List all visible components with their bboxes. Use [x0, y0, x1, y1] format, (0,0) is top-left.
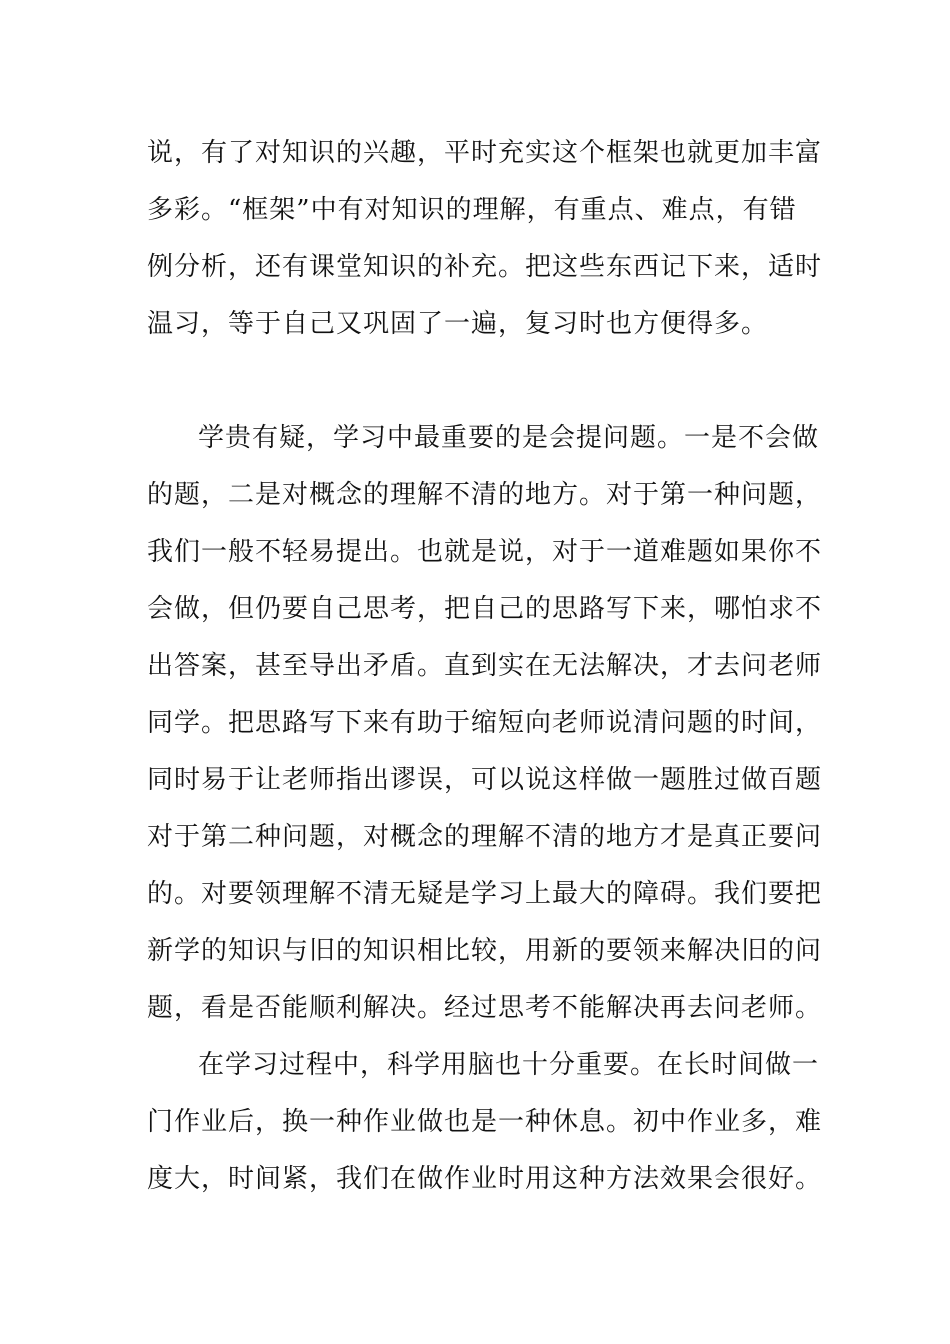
paragraph-3-line-1: 在学习过程中，科学用脑也十分重要。在长时间做一	[198, 1050, 820, 1080]
paragraph-1-line-1: 说，有了对知识的兴趣，平时充实这个框架也就更加丰富	[147, 138, 823, 168]
paragraph-2-line-11: 题，看是否能顺利解决。经过思考不能解决再去问老师。	[147, 993, 823, 1023]
paragraph-2-line-5: 出答案，甚至导出矛盾。直到实在无法解决，才去问老师	[147, 651, 823, 681]
paragraph-1-line-4: 温习，等于自己又巩固了一遍，复习时也方便得多。	[147, 309, 769, 339]
paragraph-2-line-7: 同时易于让老师指出谬误，可以说这样做一题胜过做百题	[147, 765, 823, 795]
paragraph-2-line-8: 对于第二种问题，对概念的理解不清的地方才是真正要问	[147, 822, 823, 852]
paragraph-1-line-3: 例分析，还有课堂知识的补充。把这些东西记下来，适时	[147, 252, 823, 282]
paragraph-2-line-1: 学贵有疑，学习中最重要的是会提问题。一是不会做	[198, 423, 820, 453]
paragraph-3-line-3: 度大，时间紧，我们在做作业时用这种方法效果会很好。	[147, 1164, 823, 1194]
paragraph-2-line-2: 的题，二是对概念的理解不清的地方。对于第一种问题，	[147, 480, 823, 510]
paragraph-2-line-3: 我们一般不轻易提出。也就是说，对于一道难题如果你不	[147, 537, 823, 567]
paragraph-1-line-2: 多彩。“框架”中有对知识的理解，有重点、难点，有错	[147, 195, 797, 225]
paragraph-2-line-10: 新学的知识与旧的知识相比较，用新的要领来解决旧的问	[147, 936, 823, 966]
paragraph-2-line-4: 会做，但仍要自己思考，把自己的思路写下来，哪怕求不	[147, 594, 823, 624]
paragraph-2-line-6: 同学。把思路写下来有助于缩短向老师说清问题的时间，	[147, 708, 823, 738]
paragraph-3-line-2: 门作业后，换一种作业做也是一种休息。初中作业多，难	[147, 1107, 823, 1137]
paragraph-2-line-9: 的。对要领理解不清无疑是学习上最大的障碍。我们要把	[147, 879, 823, 909]
